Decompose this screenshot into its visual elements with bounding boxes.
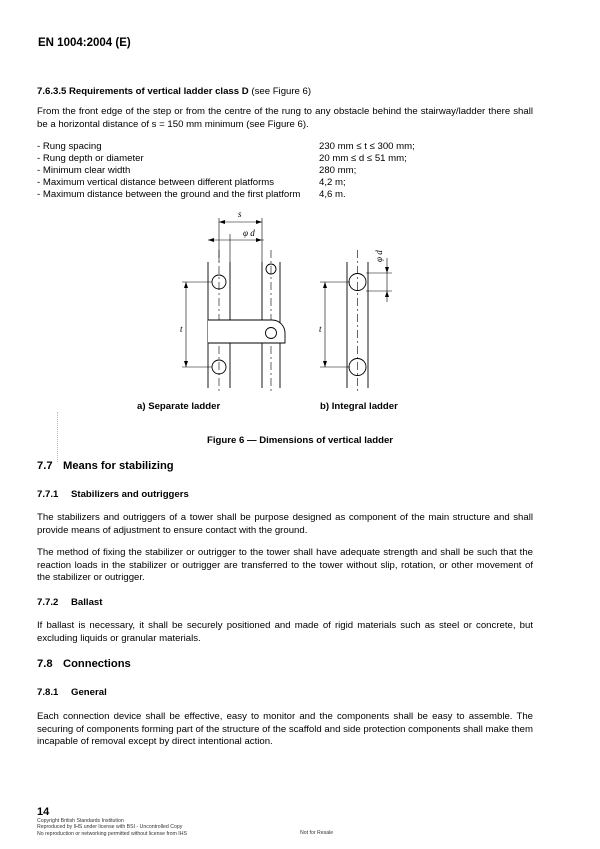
- subsection-number: 7.7.2: [37, 597, 59, 608]
- requirement-value: 4,6 m.: [319, 188, 346, 200]
- copyright-line: Copyright British Standards Institution: [37, 818, 124, 824]
- copyright-line: No reproduction or networking permitted without license from IHS: [37, 830, 187, 837]
- standard-number: EN 1004:2004 (E): [38, 37, 131, 49]
- caption-separate-ladder: a) Separate ladder: [137, 401, 221, 412]
- requirement-label: - Rung depth or diameter: [37, 152, 144, 164]
- label-s: s: [238, 209, 242, 219]
- section-7-8-heading: [37, 658, 131, 670]
- clause-7635-title: 7.6.3.5 Requirements of vertical ladder class D: [37, 86, 249, 97]
- requirement-label: - Maximum vertical distance between different platforms: [37, 176, 275, 188]
- paragraph: Each connection device shall be effective, easy to monitor and the components shall be easy to assemble. The securing of components forming part of the structure of the scaffold and side protection components shall make them incapable of removal except by direct intentional action.: [37, 711, 533, 747]
- requirement-label: - Rung spacing: [37, 141, 102, 152]
- page-number: 14: [37, 806, 50, 818]
- label-t: t: [180, 324, 183, 334]
- caption-integral-ladder: b) Integral ladder: [320, 401, 398, 412]
- section-title: Connections: [63, 658, 131, 670]
- section-number: 7.7: [37, 460, 53, 472]
- copyright-notice: [37, 818, 187, 837]
- requirement-value: 230 mm ≤ t ≤ 300 mm;: [319, 141, 415, 152]
- requirement-label: - Maximum distance between the ground and the first platform: [37, 188, 301, 200]
- paragraph: If ballast is necessary, it shall be securely positioned and made of rigid materials such as steel or concrete, but excluding liquids or granular materials.: [37, 620, 533, 644]
- requirement-value: 280 mm;: [319, 164, 357, 176]
- subsection-number: 7.7.1: [37, 489, 59, 500]
- section-number: 7.8: [37, 658, 53, 670]
- subsection-7-7-2-heading: [37, 597, 102, 608]
- subsection-title: Stabilizers and outriggers: [71, 489, 189, 500]
- requirement-value: 4,2 m;: [319, 176, 346, 188]
- label-phi-d: φ d: [243, 228, 255, 238]
- clause-7635-paragraph: From the front edge of the step or from the centre of the rung to any obstacle behind the stairway/ladder there shall be a horizontal distance of s = 150 mm minimum (see Figure 6).: [37, 106, 533, 130]
- copyright-line: Reproduced by IHS under license with BSI - Uncontrolled Copy: [37, 824, 183, 831]
- requirement-label: - Minimum clear width: [37, 164, 131, 176]
- subsection-7-8-1-heading: [37, 687, 107, 698]
- paragraph: The method of fixing the stabilizer or outrigger to the tower shall have adequate strength and shall be such that the reaction loads in the stabilizer or outrigger are transferred to the tower without slip, rotation, or other movement of the stabilizer or outrigger.: [37, 547, 533, 583]
- figure-caption: Figure 6 — Dimensions of vertical ladder: [206, 435, 394, 446]
- section-7-7-heading: [37, 460, 174, 472]
- paragraph: The stabilizers and outriggers of a tower shall be purpose designed as component of the main structure and shall provide means of adjustment to ensure contact with the ground.: [37, 512, 533, 536]
- platform-bracket: [208, 320, 285, 343]
- subsection-7-7-1-heading: [37, 489, 189, 500]
- label-t: t: [319, 324, 322, 334]
- subsection-title: General: [71, 687, 107, 698]
- requirement-value: 20 mm ≤ d ≤ 51 mm;: [319, 152, 407, 164]
- subsection-number: 7.8.1: [37, 687, 59, 698]
- label-phi-d: φ d: [374, 250, 384, 262]
- section-title: Means for stabilizing: [63, 460, 174, 472]
- subsection-title: Ballast: [71, 597, 103, 608]
- not-for-resale: Not for Resale: [300, 830, 334, 836]
- clause-7635-ref: (see Figure 6): [248, 86, 312, 97]
